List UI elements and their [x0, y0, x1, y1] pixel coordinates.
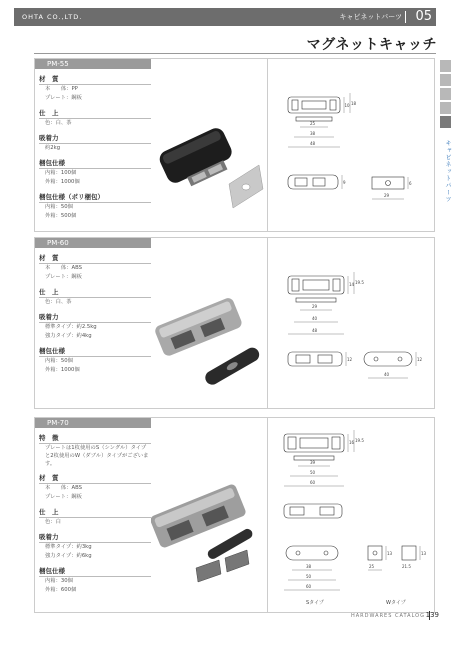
dim-label: 14: [349, 282, 355, 287]
spec-line: 外箱：500個: [45, 213, 77, 219]
spec-heading: 材 質: [39, 473, 151, 484]
spec-line: 強力タイプ：約6kg: [45, 553, 92, 559]
spec-heading: 吸着力: [39, 133, 151, 144]
spec-block: [35, 473, 151, 502]
spec-line: 外箱：1000個: [45, 179, 80, 185]
spec-heading: 仕 上: [39, 507, 151, 518]
product-card-pm70: [34, 417, 435, 613]
dim-label: 40: [384, 372, 390, 377]
dim-label: 13: [421, 551, 427, 556]
spec-line: 内箱：100個: [45, 170, 77, 176]
spec-block: [35, 108, 151, 128]
brand-name: OHTA CO.,LTD.: [22, 13, 83, 21]
spec-block: [35, 74, 151, 103]
catalog-footer: HARDWARES CATALOG: [350, 613, 425, 619]
model-tag: [35, 238, 151, 248]
page-title: マグネットキャッチ: [306, 37, 437, 53]
dim-label: 50: [306, 574, 312, 579]
product-card-pm60: [34, 237, 435, 409]
model-name: PM-60: [47, 239, 69, 247]
spec-heading: 梱包仕様: [39, 158, 151, 169]
spec-line: 色：白: [45, 519, 61, 525]
model-tag: [35, 418, 151, 428]
spec-heading: 仕 上: [39, 287, 151, 298]
product-photo: [151, 79, 266, 229]
product-photo: [151, 258, 266, 408]
product-photo: [151, 448, 266, 608]
type-label-w: Wタイプ: [386, 600, 406, 606]
spec-line: 本 体：ABS: [45, 265, 83, 271]
spec-line: 内箱：50個: [45, 358, 73, 364]
spec-column: [35, 69, 151, 221]
header-divider: [405, 11, 406, 23]
dim-label: 18: [351, 101, 357, 106]
spec-heading: 仕 上: [39, 108, 151, 119]
spec-column: [35, 248, 151, 375]
side-tab[interactable]: [440, 102, 451, 114]
feature-heading: 特 徴: [39, 433, 151, 444]
side-tab[interactable]: [440, 88, 451, 100]
dim-label: 29: [384, 193, 390, 198]
spec-line: 本 体：ABS: [45, 485, 83, 491]
spec-column: [35, 428, 151, 595]
section-name: キャビネットパーツ: [339, 13, 402, 21]
dim-label: 50: [310, 470, 316, 475]
spec-line: 本 体：PP: [45, 86, 78, 92]
type-label-s: Sタイプ: [306, 600, 324, 606]
spec-heading: 材 質: [39, 253, 151, 264]
spec-heading: 吸着力: [39, 532, 151, 543]
model-tag: [35, 59, 151, 69]
section-number: 05: [415, 9, 432, 24]
side-tab[interactable]: [440, 60, 451, 72]
dim-label: 60: [310, 480, 316, 485]
spec-line: プレート：鋼板: [45, 95, 82, 101]
spec-block: [35, 133, 151, 153]
side-tab-strip: [440, 60, 451, 130]
spec-line: プレート：鋼板: [45, 494, 82, 500]
dim-label: 9: [343, 180, 346, 185]
dim-label: 16: [349, 440, 355, 445]
spec-line: 内箱：50個: [45, 204, 73, 210]
spec-block: [35, 346, 151, 375]
page-header: [14, 8, 436, 26]
dim-label: 19.5: [355, 280, 364, 285]
technical-drawing: [267, 59, 435, 231]
dim-label: 10: [344, 103, 350, 108]
title-divider: [34, 53, 436, 54]
side-tab[interactable]: [440, 74, 451, 86]
technical-drawing: [267, 238, 435, 408]
dim-label: 12: [347, 357, 353, 362]
dim-label: 13: [387, 551, 393, 556]
spec-heading: 材 質: [39, 74, 151, 85]
spec-line: 約2kg: [45, 145, 61, 151]
dim-label: 38: [310, 131, 316, 136]
model-name: PM-55: [47, 60, 69, 68]
spec-line: 標準タイプ：約3kg: [45, 544, 92, 550]
dim-label: 25: [369, 564, 375, 569]
spec-line: 内箱：30個: [45, 578, 73, 584]
side-section-label: キャビネットパーツ: [444, 140, 451, 203]
feature-block: [35, 433, 151, 468]
dim-label: 21.5: [402, 564, 411, 569]
spec-line: 色：白、茶: [45, 120, 72, 126]
spec-block: [35, 566, 151, 595]
spec-block: [35, 507, 151, 527]
spec-block: [35, 312, 151, 341]
side-tab-active[interactable]: [440, 116, 451, 128]
spec-block: [35, 192, 151, 221]
spec-line: 標準タイプ：約2.5kg: [45, 324, 97, 330]
dim-label: 29: [312, 304, 318, 309]
spec-line: プレート：鋼板: [45, 274, 82, 280]
spec-line: 外箱：600個: [45, 587, 77, 593]
dim-label: 38: [306, 564, 312, 569]
page-number: 139: [425, 611, 439, 619]
dim-label: 12: [417, 357, 423, 362]
spec-line: 強力タイプ：約4kg: [45, 333, 92, 339]
spec-block: [35, 287, 151, 307]
technical-drawing: [267, 418, 435, 612]
spec-heading: 梱包仕様: [39, 346, 151, 357]
spec-heading: 吸着力: [39, 312, 151, 323]
dim-label: 39: [310, 460, 316, 465]
spec-line: 色：白、茶: [45, 299, 72, 305]
model-name: PM-70: [47, 419, 69, 427]
dim-label: 40: [312, 316, 318, 321]
dim-label: 25: [310, 121, 316, 126]
dim-label: 48: [312, 328, 318, 333]
dim-label: 48: [310, 141, 316, 146]
feature-text: プレートは1枚使用のS（シングル）タイプと2枚使用のW（ダブル）タイプがございます。: [45, 445, 149, 467]
spec-line: 外箱：1000個: [45, 367, 80, 373]
spec-heading: 梱包仕様: [39, 566, 151, 577]
dim-label: 60: [306, 584, 312, 589]
spec-heading: 梱包仕様（ポリ梱包）: [39, 192, 151, 203]
dim-label: 19.5: [355, 438, 364, 443]
spec-block: [35, 158, 151, 187]
dim-label: 6: [409, 181, 412, 186]
product-card-pm55: [34, 58, 435, 232]
spec-block: [35, 253, 151, 282]
spec-block: [35, 532, 151, 561]
